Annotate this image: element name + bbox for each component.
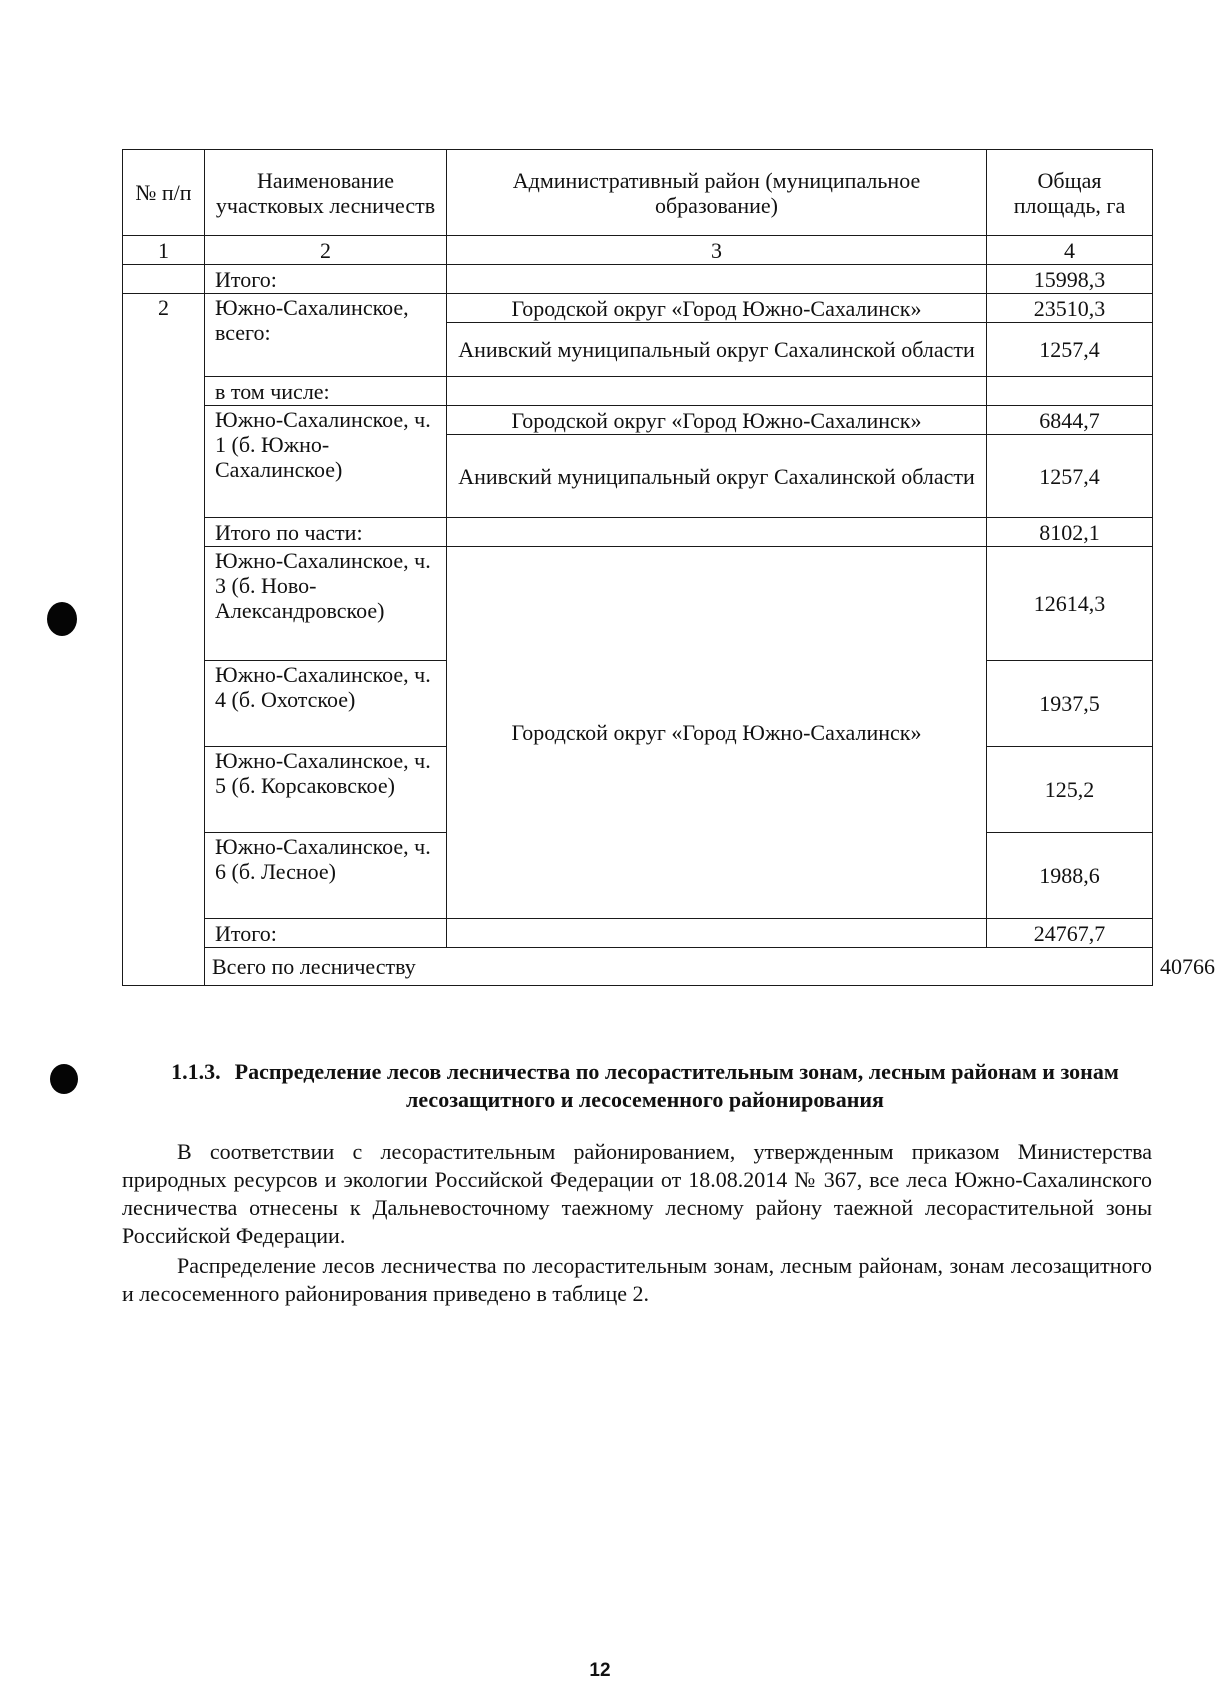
table-row (123, 265, 1153, 294)
row-number: 2 (123, 294, 205, 986)
empty-cell (447, 919, 987, 948)
header-num: № п/п (123, 150, 205, 236)
empty-cell (447, 265, 987, 294)
district-name: Анивский муниципальный округ Сахалинской области (447, 323, 987, 377)
district-name: Городской округ «Город Южно-Сахалинск» (447, 294, 987, 323)
column-number: 1 (123, 236, 205, 265)
header-name: Наименование участковых лесничеств (205, 150, 447, 236)
grand-total-row: Всего по лесничеству 40766 (123, 948, 1153, 986)
area-value: 1257,4 (987, 323, 1153, 377)
punch-hole (50, 1064, 78, 1094)
paragraph: Распределение лесов лесничества по лесорастительным зонам, лесным районам, зонам лесозащитного и лесосеменного районирования приведено в таблице 2. (122, 1253, 1152, 1306)
empty-cell (123, 265, 205, 294)
column-number: 2 (205, 236, 447, 265)
district-name: Городской округ «Город Южно-Сахалинск» (447, 547, 987, 919)
section-title: Распределение лесов лесничества по лесорастительным зонам, лесным районам и зонам лесозащитного и лесосеменного районирования (234, 1059, 1119, 1112)
area-value: 23510,3 (987, 294, 1153, 323)
forestry-name: Южно-Сахалинское, ч. 4 (б. Охотское) (205, 661, 447, 747)
row-label: Всего по лесничеству (205, 948, 1153, 986)
column-number: 3 (447, 236, 987, 265)
forestry-name: Южно-Сахалинское, ч. 6 (б. Лесное) (205, 833, 447, 919)
paragraph: В соответствии с лесорастительным районированием, утвержденным приказом Министерства природных ресурсов и экологии Российской Федерации от 18.08.2014 № 367, все леса Южно-Сахалинского лесничества отнесены к Дальневосточному таежному лесному району таежной лесорастительной зоны Российской Федерации. (122, 1139, 1152, 1248)
row-label: в том числе: (205, 377, 447, 406)
table-header-row (123, 150, 1153, 236)
section-heading (140, 1058, 1150, 1114)
forestry-area-table (122, 149, 1215, 986)
table-row (123, 919, 1153, 948)
row-label: Итого по части: (205, 518, 447, 547)
row-label: Итого: (205, 265, 447, 294)
area-value: 12614,3 (987, 547, 1153, 661)
header-area: Общая площадь, га (987, 150, 1153, 236)
empty-cell (987, 377, 1153, 406)
area-value: 6844,7 (987, 406, 1153, 435)
column-numbers-row (123, 236, 1153, 265)
forestry-name: Южно-Сахалинское, всего: (205, 294, 447, 377)
table-row (123, 518, 1153, 547)
table-row (123, 547, 1153, 661)
area-value: 1937,5 (987, 661, 1153, 747)
area-value: 1988,6 (987, 833, 1153, 919)
forestry-name: Южно-Сахалинское, ч. 1 (б. Южно-Сахалинское) (205, 406, 447, 518)
row-label: Итого: (205, 919, 447, 948)
forestry-name: Южно-Сахалинское, ч. 3 (б. Ново-Александровское) (205, 547, 447, 661)
section-number: 1.1.3. (171, 1059, 221, 1084)
district-name: Городской округ «Город Южно-Сахалинск» (447, 406, 987, 435)
forestry-name: Южно-Сахалинское, ч. 5 (б. Корсаковское) (205, 747, 447, 833)
district-name: Анивский муниципальный округ Сахалинской области (447, 435, 987, 518)
page-number: 12 (589, 1660, 611, 1681)
column-number: 4 (987, 236, 1153, 265)
table-row (123, 377, 1153, 406)
header-district: Административный район (муниципальное образование) (447, 150, 987, 236)
empty-cell (447, 377, 987, 406)
area-value: 8102,1 (987, 518, 1153, 547)
area-value: 24767,7 (987, 919, 1153, 948)
area-value: 15998,3 (987, 265, 1153, 294)
table-row (123, 406, 1153, 435)
empty-cell (447, 518, 987, 547)
table-row (123, 294, 1153, 323)
area-value: 125,2 (987, 747, 1153, 833)
punch-hole (47, 602, 77, 636)
area-value: 1257,4 (987, 435, 1153, 518)
